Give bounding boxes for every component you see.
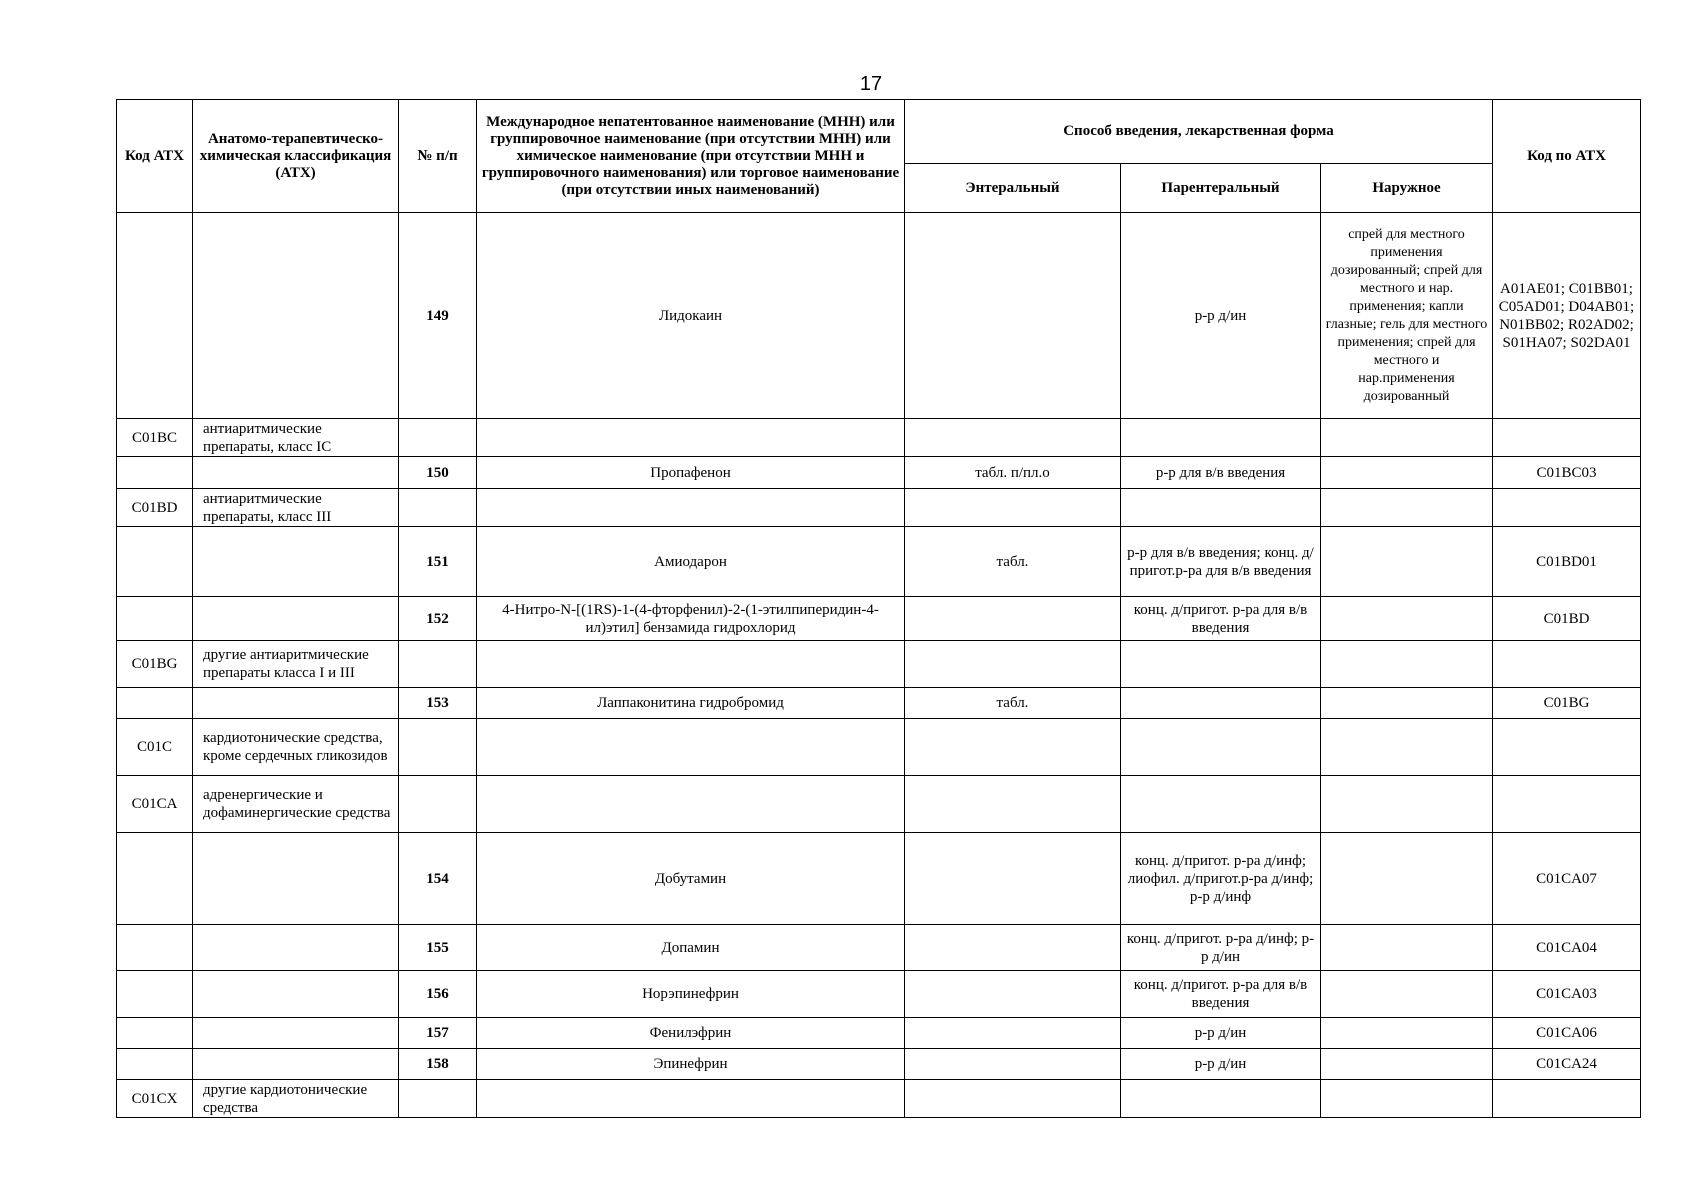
- table-row: [117, 489, 1641, 527]
- table-row: [117, 833, 1641, 925]
- cell-external-form: [1321, 688, 1493, 719]
- cell-enteral-form: [905, 971, 1121, 1018]
- cell-drug-name: [477, 1080, 905, 1118]
- cell-external-form: [1321, 419, 1493, 457]
- cell-atx-code-ref: C01BD: [1493, 597, 1641, 641]
- cell-drug-name: Фенилэфрин: [477, 1018, 905, 1049]
- cell-atx-code-ref: [1493, 641, 1641, 688]
- header-route-of-administration: Способ введения, лекарственная форма: [905, 100, 1493, 164]
- cell-drug-name: [477, 776, 905, 833]
- header-row-1: [117, 100, 1641, 164]
- cell-atx-code-ref: C01CA07: [1493, 833, 1641, 925]
- header-row-number: № п/п: [399, 100, 477, 213]
- cell-atx-classification: [193, 971, 399, 1018]
- header-atx-code: Код по АТХ: [1493, 100, 1641, 213]
- cell-atx-code-ref: [1493, 719, 1641, 776]
- cell-enteral-form: [905, 641, 1121, 688]
- table-body: [117, 213, 1641, 1118]
- cell-enteral-form: табл.: [905, 527, 1121, 597]
- cell-enteral-form: [905, 925, 1121, 971]
- cell-enteral-form: [905, 776, 1121, 833]
- drug-list-table: [116, 99, 1641, 1118]
- cell-drug-name: Пропафенон: [477, 457, 905, 489]
- cell-parenteral-form: р-р д/ин: [1121, 1049, 1321, 1080]
- cell-drug-name: Амиодарон: [477, 527, 905, 597]
- cell-atx-code: [117, 597, 193, 641]
- cell-parenteral-form: конц. д/пригот. р-ра для в/в введения: [1121, 597, 1321, 641]
- cell-atx-code-ref: [1493, 419, 1641, 457]
- cell-parenteral-form: [1121, 641, 1321, 688]
- cell-atx-code-ref: C01BD01: [1493, 527, 1641, 597]
- cell-drug-name: Лаппаконитина гидробромид: [477, 688, 905, 719]
- cell-row-number: 155: [399, 925, 477, 971]
- cell-atx-code-ref: [1493, 1080, 1641, 1118]
- cell-external-form: [1321, 641, 1493, 688]
- table-row: [117, 719, 1641, 776]
- cell-atx-code-ref: C01CA24: [1493, 1049, 1641, 1080]
- header-code-atx: Код АТХ: [117, 100, 193, 213]
- cell-enteral-form: [905, 833, 1121, 925]
- cell-external-form: [1321, 719, 1493, 776]
- cell-atx-classification: адренергические и дофаминергические средства: [193, 776, 399, 833]
- cell-atx-code-ref: [1493, 489, 1641, 527]
- cell-row-number: 152: [399, 597, 477, 641]
- cell-atx-classification: антиаритмические препараты, класс IC: [193, 419, 399, 457]
- cell-row-number: 158: [399, 1049, 477, 1080]
- cell-row-number: [399, 419, 477, 457]
- cell-atx-code: C01BG: [117, 641, 193, 688]
- cell-parenteral-form: конц. д/пригот. р-ра для в/в введения: [1121, 971, 1321, 1018]
- table-row: [117, 213, 1641, 419]
- cell-atx-code: C01C: [117, 719, 193, 776]
- cell-parenteral-form: [1121, 419, 1321, 457]
- header-parenteral: Парентеральный: [1121, 164, 1321, 213]
- cell-external-form: [1321, 1049, 1493, 1080]
- cell-atx-code-ref: C01CA03: [1493, 971, 1641, 1018]
- header-enteral: Энтеральный: [905, 164, 1121, 213]
- cell-atx-code: C01BC: [117, 419, 193, 457]
- cell-external-form: [1321, 925, 1493, 971]
- table-row: [117, 419, 1641, 457]
- cell-parenteral-form: [1121, 489, 1321, 527]
- cell-atx-code: [117, 1049, 193, 1080]
- cell-row-number: 151: [399, 527, 477, 597]
- cell-atx-classification: [193, 213, 399, 419]
- cell-row-number: 154: [399, 833, 477, 925]
- cell-parenteral-form: р-р д/ин: [1121, 213, 1321, 419]
- cell-external-form: [1321, 1018, 1493, 1049]
- cell-row-number: [399, 489, 477, 527]
- cell-external-form: [1321, 457, 1493, 489]
- cell-atx-classification: [193, 688, 399, 719]
- cell-atx-classification: антиаритмические препараты, класс III: [193, 489, 399, 527]
- cell-atx-classification: [193, 833, 399, 925]
- table-row: [117, 1049, 1641, 1080]
- cell-atx-code: C01CX: [117, 1080, 193, 1118]
- cell-row-number: 150: [399, 457, 477, 489]
- cell-drug-name: 4-Нитро-N-[(1RS)-1-(4-фторфенил)-2-(1-этилпиперидин-4-ил)этил] бензамида гидрохлорид: [477, 597, 905, 641]
- cell-external-form: [1321, 597, 1493, 641]
- cell-drug-name: [477, 489, 905, 527]
- header-atx-classification: Анатомо-терапевтическо-химическая классификация (АТХ): [193, 100, 399, 213]
- cell-parenteral-form: р-р для в/в введения; конц. д/пригот.р-ра для в/в введения: [1121, 527, 1321, 597]
- cell-atx-code: C01BD: [117, 489, 193, 527]
- cell-row-number: [399, 1080, 477, 1118]
- cell-enteral-form: [905, 213, 1121, 419]
- cell-row-number: 149: [399, 213, 477, 419]
- cell-atx-classification: другие кардиотонические средства: [193, 1080, 399, 1118]
- table-row: [117, 527, 1641, 597]
- cell-atx-code: C01CA: [117, 776, 193, 833]
- table-row: [117, 1018, 1641, 1049]
- table-row: [117, 457, 1641, 489]
- cell-enteral-form: [905, 419, 1121, 457]
- cell-atx-classification: [193, 925, 399, 971]
- cell-parenteral-form: [1121, 776, 1321, 833]
- cell-atx-classification: [193, 527, 399, 597]
- cell-atx-code: [117, 971, 193, 1018]
- cell-parenteral-form: [1121, 1080, 1321, 1118]
- cell-atx-classification: [193, 457, 399, 489]
- cell-enteral-form: [905, 489, 1121, 527]
- cell-parenteral-form: [1121, 688, 1321, 719]
- cell-atx-classification: [193, 597, 399, 641]
- cell-atx-classification: [193, 1049, 399, 1080]
- cell-external-form: [1321, 489, 1493, 527]
- table-row: [117, 597, 1641, 641]
- table-row: [117, 925, 1641, 971]
- cell-external-form: спрей для местного применения дозированный; спрей для местного и нар. применения; капли глазные; гель для местного применения; спрей для местного и нар.применения дозированный: [1321, 213, 1493, 419]
- cell-external-form: [1321, 527, 1493, 597]
- cell-atx-code: [117, 527, 193, 597]
- cell-row-number: 156: [399, 971, 477, 1018]
- cell-enteral-form: табл.: [905, 688, 1121, 719]
- cell-drug-name: Норэпинефрин: [477, 971, 905, 1018]
- header-drug-name: Международное непатентованное наименование (МНН) или группировочное наименование (при отсутствии МНН) или химическое наименование (при отсутствии МНН и группировочного наименования) или торговое наименование (при отсутствии иных наименований): [477, 100, 905, 213]
- cell-row-number: [399, 719, 477, 776]
- cell-parenteral-form: р-р для в/в введения: [1121, 457, 1321, 489]
- cell-row-number: [399, 641, 477, 688]
- cell-atx-code-ref: C01CA04: [1493, 925, 1641, 971]
- cell-atx-code-ref: C01BG: [1493, 688, 1641, 719]
- cell-parenteral-form: р-р д/ин: [1121, 1018, 1321, 1049]
- cell-enteral-form: [905, 719, 1121, 776]
- cell-drug-name: [477, 641, 905, 688]
- cell-drug-name: Лидокаин: [477, 213, 905, 419]
- cell-row-number: [399, 776, 477, 833]
- table-row: [117, 641, 1641, 688]
- table-row: [117, 1080, 1641, 1118]
- cell-row-number: 157: [399, 1018, 477, 1049]
- cell-enteral-form: [905, 597, 1121, 641]
- cell-enteral-form: [905, 1080, 1121, 1118]
- cell-atx-code: [117, 833, 193, 925]
- cell-row-number: 153: [399, 688, 477, 719]
- table-row: [117, 971, 1641, 1018]
- cell-drug-name: [477, 719, 905, 776]
- cell-parenteral-form: [1121, 719, 1321, 776]
- cell-atx-code: [117, 688, 193, 719]
- cell-atx-code: [117, 925, 193, 971]
- cell-atx-code: [117, 1018, 193, 1049]
- cell-atx-code-ref: C01CA06: [1493, 1018, 1641, 1049]
- cell-enteral-form: [905, 1049, 1121, 1080]
- cell-atx-code: [117, 457, 193, 489]
- cell-atx-code-ref: [1493, 776, 1641, 833]
- cell-parenteral-form: конц. д/пригот. р-ра д/инф; лиофил. д/пригот.р-ра д/инф; р-р д/инф: [1121, 833, 1321, 925]
- cell-atx-code: [117, 213, 193, 419]
- table-row: [117, 776, 1641, 833]
- cell-external-form: [1321, 1080, 1493, 1118]
- cell-enteral-form: [905, 1018, 1121, 1049]
- cell-atx-code-ref: A01AE01; C01BB01; C05AD01; D04AB01; N01BB02; R02AD02; S01HA07; S02DA01: [1493, 213, 1641, 419]
- page-number: 17: [859, 73, 883, 95]
- cell-enteral-form: табл. п/пл.о: [905, 457, 1121, 489]
- table-row: [117, 688, 1641, 719]
- cell-external-form: [1321, 971, 1493, 1018]
- table-header: [117, 100, 1641, 213]
- cell-atx-classification: кардиотонические средства, кроме сердечных гликозидов: [193, 719, 399, 776]
- cell-external-form: [1321, 833, 1493, 925]
- cell-drug-name: Эпинефрин: [477, 1049, 905, 1080]
- cell-drug-name: Добутамин: [477, 833, 905, 925]
- cell-drug-name: [477, 419, 905, 457]
- cell-parenteral-form: конц. д/пригот. р-ра д/инф; р-р д/ин: [1121, 925, 1321, 971]
- cell-atx-classification: другие антиаритмические препараты класса I и III: [193, 641, 399, 688]
- cell-external-form: [1321, 776, 1493, 833]
- cell-drug-name: Допамин: [477, 925, 905, 971]
- header-external: Наружное: [1321, 164, 1493, 213]
- cell-atx-classification: [193, 1018, 399, 1049]
- cell-atx-code-ref: C01BC03: [1493, 457, 1641, 489]
